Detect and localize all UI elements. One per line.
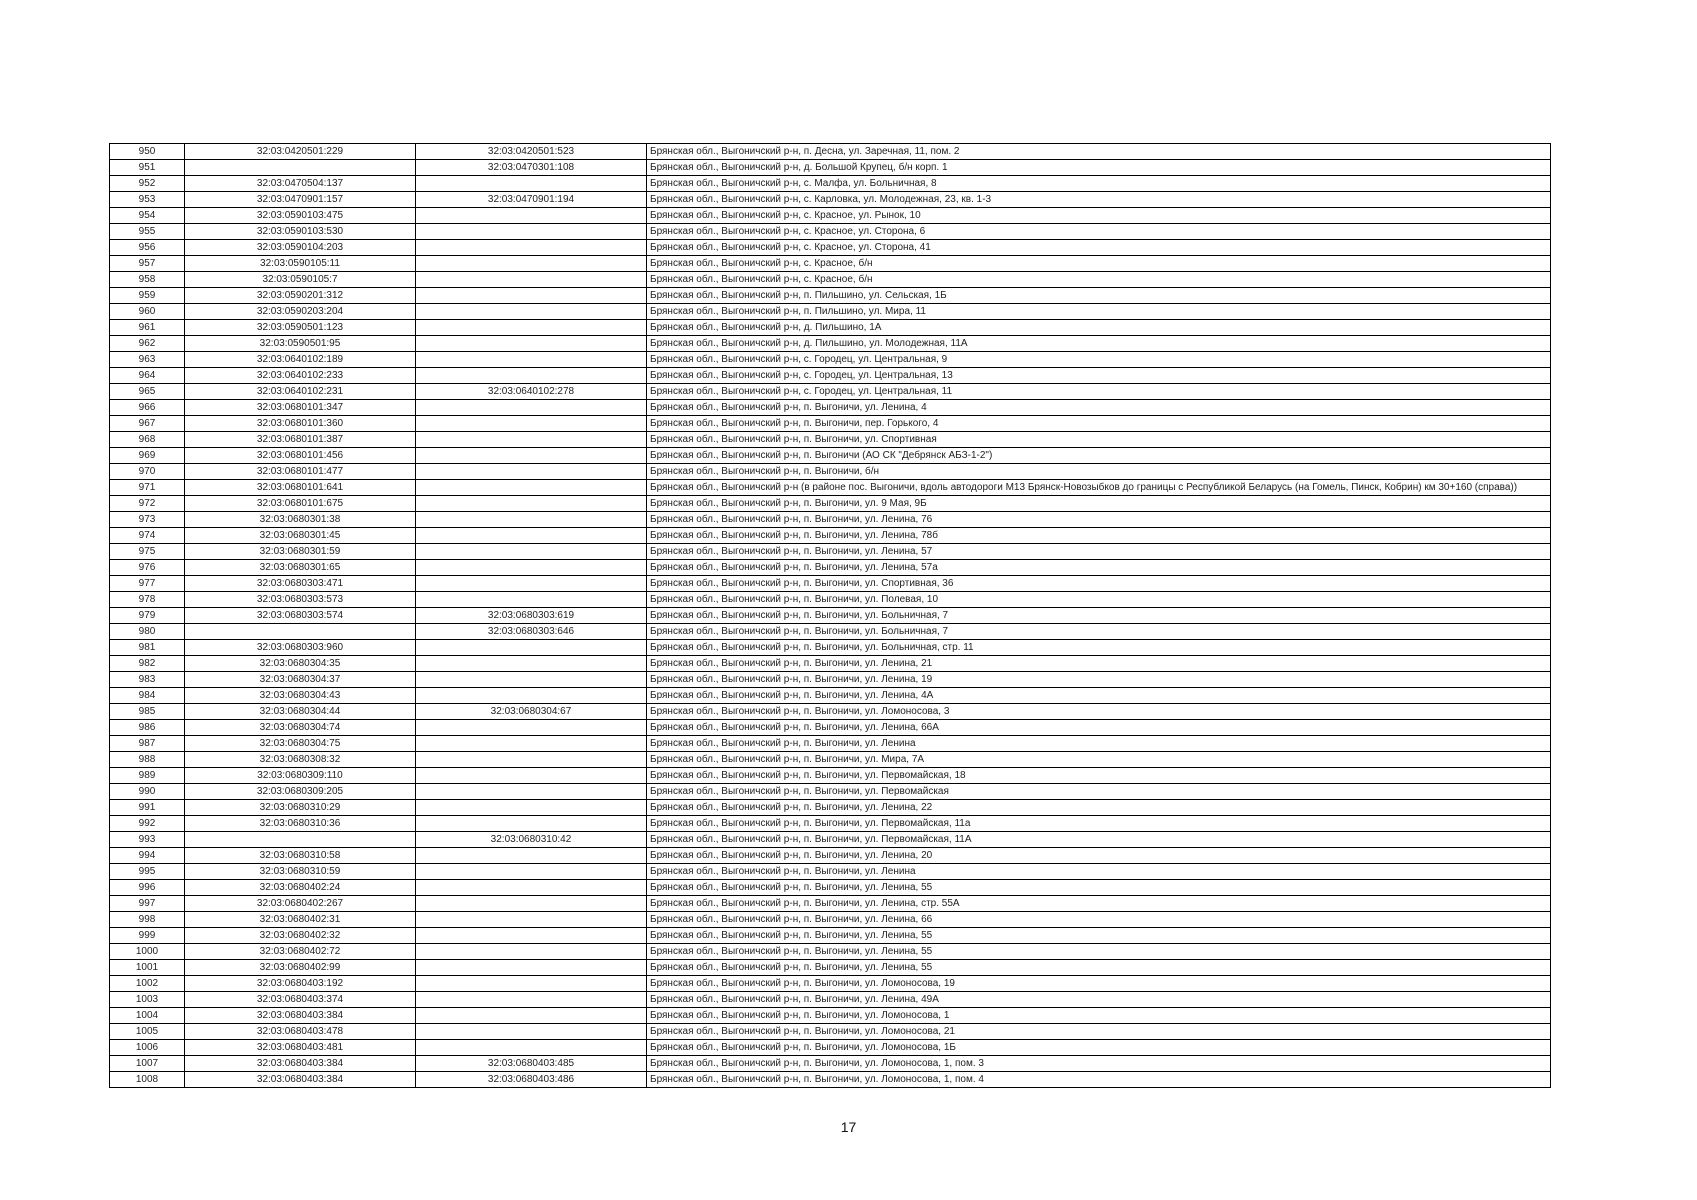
table-row — [110, 288, 1551, 304]
cadastral-number-cell: 32:03:0680402:267 — [185, 896, 416, 912]
row-number-cell: 1005 — [110, 1024, 185, 1040]
related-cadastral-number-cell — [416, 336, 647, 352]
table-row — [110, 416, 1551, 432]
row-number-cell: 965 — [110, 384, 185, 400]
address-cell: Брянская обл., Выгоничский р-н, с. Карловка, ул. Молодежная, 23, кв. 1-3 — [647, 192, 1551, 208]
table-row — [110, 176, 1551, 192]
row-number-cell: 967 — [110, 416, 185, 432]
related-cadastral-number-cell — [416, 848, 647, 864]
related-cadastral-number-cell — [416, 224, 647, 240]
cadastral-number-cell: 32:03:0680101:456 — [185, 448, 416, 464]
table-row — [110, 400, 1551, 416]
address-cell: Брянская обл., Выгоничский р-н, п. Выгоничи, ул. Ленина, 66А — [647, 720, 1551, 736]
cadastral-number-cell: 32:03:0680303:471 — [185, 576, 416, 592]
table-row — [110, 352, 1551, 368]
cadastral-number-cell: 32:03:0680309:110 — [185, 768, 416, 784]
table-row — [110, 992, 1551, 1008]
cadastral-number-cell: 32:03:0680403:384 — [185, 1072, 416, 1088]
table-row — [110, 544, 1551, 560]
row-number-cell: 993 — [110, 832, 185, 848]
related-cadastral-number-cell: 32:03:0680304:67 — [416, 704, 647, 720]
related-cadastral-number-cell — [416, 992, 647, 1008]
table-row — [110, 880, 1551, 896]
row-number-cell: 996 — [110, 880, 185, 896]
row-number-cell: 952 — [110, 176, 185, 192]
cadastral-number-cell: 32:03:0680308:32 — [185, 752, 416, 768]
table-row — [110, 464, 1551, 480]
address-cell: Брянская обл., Выгоничский р-н, д. Пильшино, ул. Молодежная, 11А — [647, 336, 1551, 352]
table-row — [110, 576, 1551, 592]
related-cadastral-number-cell: 32:03:0640102:278 — [416, 384, 647, 400]
related-cadastral-number-cell — [416, 1040, 647, 1056]
address-cell: Брянская обл., Выгоничский р-н, п. Выгоничи, ул. Ломоносова, 1Б — [647, 1040, 1551, 1056]
cadastral-number-cell: 32:03:0680304:43 — [185, 688, 416, 704]
cadastral-number-cell: 32:03:0590501:123 — [185, 320, 416, 336]
related-cadastral-number-cell — [416, 432, 647, 448]
table-row — [110, 672, 1551, 688]
cadastral-number-cell: 32:03:0680403:481 — [185, 1040, 416, 1056]
row-number-cell: 972 — [110, 496, 185, 512]
address-cell: Брянская обл., Выгоничский р-н, п. Выгоничи, ул. Первомайская — [647, 784, 1551, 800]
related-cadastral-number-cell — [416, 784, 647, 800]
row-number-cell: 976 — [110, 560, 185, 576]
row-number-cell: 1004 — [110, 1008, 185, 1024]
address-cell: Брянская обл., Выгоничский р-н, п. Выгоничи, ул. Первомайская, 11а — [647, 816, 1551, 832]
cadastral-number-cell: 32:03:0590105:11 — [185, 256, 416, 272]
related-cadastral-number-cell — [416, 368, 647, 384]
cadastral-number-cell: 32:03:0590105:7 — [185, 272, 416, 288]
address-cell: Брянская обл., Выгоничский р-н, п. Выгоничи, ул. Ленина, 20 — [647, 848, 1551, 864]
address-cell: Брянская обл., Выгоничский р-н, п. Выгоничи, ул. Ломоносова, 3 — [647, 704, 1551, 720]
related-cadastral-number-cell — [416, 672, 647, 688]
cadastral-number-cell: 32:03:0680402:24 — [185, 880, 416, 896]
row-number-cell: 988 — [110, 752, 185, 768]
row-number-cell: 990 — [110, 784, 185, 800]
address-cell: Брянская обл., Выгоничский р-н, п. Выгоничи, б/н — [647, 464, 1551, 480]
cadastral-number-cell: 32:03:0680101:347 — [185, 400, 416, 416]
cadastral-number-cell: 32:03:0590103:475 — [185, 208, 416, 224]
table-row — [110, 688, 1551, 704]
address-cell: Брянская обл., Выгоничский р-н, п. Десна, ул. Заречная, 11, пом. 2 — [647, 144, 1551, 160]
address-cell: Брянская обл., Выгоничский р-н, с. Красное, б/н — [647, 256, 1551, 272]
row-number-cell: 984 — [110, 688, 185, 704]
related-cadastral-number-cell — [416, 800, 647, 816]
cadastral-number-cell: 32:03:0680403:374 — [185, 992, 416, 1008]
cadastral-number-cell: 32:03:0680304:35 — [185, 656, 416, 672]
address-cell: Брянская обл., Выгоничский р-н, с. Городец, ул. Центральная, 13 — [647, 368, 1551, 384]
table-row — [110, 704, 1551, 720]
table-row — [110, 784, 1551, 800]
row-number-cell: 1003 — [110, 992, 185, 1008]
address-cell: Брянская обл., Выгоничский р-н, д. Пильшино, 1А — [647, 320, 1551, 336]
cadastral-number-cell: 32:03:0680101:387 — [185, 432, 416, 448]
page-number: 17 — [840, 1119, 857, 1135]
address-cell: Брянская обл., Выгоничский р-н, п. Выгоничи, ул. Ломоносова, 21 — [647, 1024, 1551, 1040]
table-row — [110, 912, 1551, 928]
related-cadastral-number-cell — [416, 448, 647, 464]
row-number-cell: 966 — [110, 400, 185, 416]
related-cadastral-number-cell — [416, 256, 647, 272]
table-row — [110, 656, 1551, 672]
related-cadastral-number-cell — [416, 816, 647, 832]
address-cell: Брянская обл., Выгоничский р-н, п. Выгоничи, ул. Ломоносова, 19 — [647, 976, 1551, 992]
row-number-cell: 1008 — [110, 1072, 185, 1088]
related-cadastral-number-cell — [416, 896, 647, 912]
related-cadastral-number-cell: 32:03:0680403:485 — [416, 1056, 647, 1072]
table-row — [110, 368, 1551, 384]
table-row — [110, 144, 1551, 160]
row-number-cell: 961 — [110, 320, 185, 336]
row-number-cell: 960 — [110, 304, 185, 320]
table-row — [110, 560, 1551, 576]
address-cell: Брянская обл., Выгоничский р-н, п. Выгоничи, пер. Горького, 4 — [647, 416, 1551, 432]
table-row — [110, 192, 1551, 208]
address-cell: Брянская обл., Выгоничский р-н, п. Выгоничи, ул. Спортивная, 36 — [647, 576, 1551, 592]
related-cadastral-number-cell — [416, 240, 647, 256]
cadastral-number-cell: 32:03:0680101:360 — [185, 416, 416, 432]
table-row — [110, 256, 1551, 272]
address-cell: Брянская обл., Выгоничский р-н, п. Выгоничи, ул. 9 Мая, 9Б — [647, 496, 1551, 512]
address-cell: Брянская обл., Выгоничский р-н, п. Выгоничи, ул. Ленина, 57а — [647, 560, 1551, 576]
row-number-cell: 969 — [110, 448, 185, 464]
cadastral-number-cell: 32:03:0640102:233 — [185, 368, 416, 384]
row-number-cell: 955 — [110, 224, 185, 240]
cadastral-number-cell: 32:03:0680304:44 — [185, 704, 416, 720]
related-cadastral-number-cell: 32:03:0680303:646 — [416, 624, 647, 640]
row-number-cell: 956 — [110, 240, 185, 256]
address-cell: Брянская обл., Выгоничский р-н, п. Выгоничи, ул. Ленина, 4А — [647, 688, 1551, 704]
row-number-cell: 1000 — [110, 944, 185, 960]
table-row — [110, 720, 1551, 736]
related-cadastral-number-cell — [416, 400, 647, 416]
address-cell: Брянская обл., Выгоничский р-н, п. Выгоничи, ул. Ленина, 21 — [647, 656, 1551, 672]
related-cadastral-number-cell — [416, 304, 647, 320]
row-number-cell: 973 — [110, 512, 185, 528]
address-cell: Брянская обл., Выгоничский р-н, п. Выгоничи, ул. Первомайская, 11А — [647, 832, 1551, 848]
row-number-cell: 997 — [110, 896, 185, 912]
table-row — [110, 528, 1551, 544]
address-cell: Брянская обл., Выгоничский р-н, п. Выгоничи, ул. Больничная, стр. 11 — [647, 640, 1551, 656]
table-row — [110, 1056, 1551, 1072]
table-row — [110, 848, 1551, 864]
related-cadastral-number-cell — [416, 880, 647, 896]
row-number-cell: 983 — [110, 672, 185, 688]
address-cell: Брянская обл., Выгоничский р-н, п. Выгоничи, ул. Ленина, 76 — [647, 512, 1551, 528]
table-row — [110, 1008, 1551, 1024]
address-cell: Брянская обл., Выгоничский р-н, п. Выгоничи, ул. Больничная, 7 — [647, 608, 1551, 624]
related-cadastral-number-cell — [416, 512, 647, 528]
related-cadastral-number-cell — [416, 320, 647, 336]
cadastral-number-cell: 32:03:0680301:65 — [185, 560, 416, 576]
row-number-cell: 953 — [110, 192, 185, 208]
address-cell: Брянская обл., Выгоничский р-н, п. Выгоничи (АО СК "Дебрянск АБЗ-1-2") — [647, 448, 1551, 464]
cadastral-number-cell — [185, 160, 416, 176]
related-cadastral-number-cell — [416, 752, 647, 768]
table-row — [110, 608, 1551, 624]
address-cell: Брянская обл., Выгоничский р-н, п. Выгоничи, ул. Ленина, 22 — [647, 800, 1551, 816]
address-cell: Брянская обл., Выгоничский р-н, п. Выгоничи, ул. Ленина, стр. 55А — [647, 896, 1551, 912]
row-number-cell: 962 — [110, 336, 185, 352]
row-number-cell: 1001 — [110, 960, 185, 976]
related-cadastral-number-cell — [416, 496, 647, 512]
row-number-cell: 971 — [110, 480, 185, 496]
related-cadastral-number-cell — [416, 544, 647, 560]
cadastral-number-cell: 32:03:0680303:573 — [185, 592, 416, 608]
table-row — [110, 976, 1551, 992]
table-row — [110, 736, 1551, 752]
row-number-cell: 998 — [110, 912, 185, 928]
cadastral-number-cell: 32:03:0680304:37 — [185, 672, 416, 688]
cadastral-number-cell: 32:03:0680301:59 — [185, 544, 416, 560]
related-cadastral-number-cell — [416, 352, 647, 368]
cadastral-number-cell — [185, 832, 416, 848]
cadastral-table — [109, 143, 1551, 1088]
address-cell: Брянская обл., Выгоничский р-н, п. Выгоничи, ул. Ленина, 55 — [647, 928, 1551, 944]
table-row — [110, 224, 1551, 240]
address-cell: Брянская обл., Выгоничский р-н, с. Красное, ул. Рынок, 10 — [647, 208, 1551, 224]
table-row — [110, 816, 1551, 832]
table-row — [110, 1024, 1551, 1040]
related-cadastral-number-cell — [416, 720, 647, 736]
cadastral-number-cell: 32:03:0680304:75 — [185, 736, 416, 752]
cadastral-number-cell: 32:03:0590501:95 — [185, 336, 416, 352]
related-cadastral-number-cell — [416, 688, 647, 704]
address-cell: Брянская обл., Выгоничский р-н, с. Красное, ул. Сторона, 6 — [647, 224, 1551, 240]
cadastral-number-cell: 32:03:0640102:189 — [185, 352, 416, 368]
related-cadastral-number-cell — [416, 864, 647, 880]
cadastral-number-cell: 32:03:0590203:204 — [185, 304, 416, 320]
row-number-cell: 994 — [110, 848, 185, 864]
cadastral-number-cell: 32:03:0680310:58 — [185, 848, 416, 864]
cadastral-number-cell — [185, 624, 416, 640]
address-cell: Брянская обл., Выгоничский р-н, п. Выгоничи, ул. Полевая, 10 — [647, 592, 1551, 608]
related-cadastral-number-cell: 32:03:0420501:523 — [416, 144, 647, 160]
address-cell: Брянская обл., Выгоничский р-н, п. Пильшино, ул. Сельская, 1Б — [647, 288, 1551, 304]
cadastral-number-cell: 32:03:0680301:45 — [185, 528, 416, 544]
row-number-cell: 1007 — [110, 1056, 185, 1072]
related-cadastral-number-cell — [416, 208, 647, 224]
cadastral-number-cell: 32:03:0680310:59 — [185, 864, 416, 880]
related-cadastral-number-cell — [416, 1008, 647, 1024]
related-cadastral-number-cell — [416, 288, 647, 304]
cadastral-number-cell: 32:03:0680403:192 — [185, 976, 416, 992]
address-cell: Брянская обл., Выгоничский р-н, п. Выгоничи, ул. Ленина, 57 — [647, 544, 1551, 560]
table-row — [110, 928, 1551, 944]
related-cadastral-number-cell — [416, 464, 647, 480]
table-row — [110, 944, 1551, 960]
table-body — [110, 144, 1551, 1088]
table-row — [110, 304, 1551, 320]
related-cadastral-number-cell — [416, 656, 647, 672]
address-cell: Брянская обл., Выгоничский р-н, п. Выгоничи, ул. Ломоносова, 1, пом. 4 — [647, 1072, 1551, 1088]
address-cell: Брянская обл., Выгоничский р-н, п. Выгоничи, ул. Ленина, 49А — [647, 992, 1551, 1008]
cadastral-number-cell: 32:03:0680402:31 — [185, 912, 416, 928]
table-row — [110, 384, 1551, 400]
row-number-cell: 964 — [110, 368, 185, 384]
table-row — [110, 1040, 1551, 1056]
table-row — [110, 512, 1551, 528]
table-row — [110, 832, 1551, 848]
cadastral-number-cell: 32:03:0590104:203 — [185, 240, 416, 256]
cadastral-number-cell: 32:03:0640102:231 — [185, 384, 416, 400]
table-row — [110, 240, 1551, 256]
related-cadastral-number-cell — [416, 928, 647, 944]
cadastral-number-cell: 32:03:0680101:477 — [185, 464, 416, 480]
row-number-cell: 982 — [110, 656, 185, 672]
address-cell: Брянская обл., Выгоничский р-н, п. Пильшино, ул. Мира, 11 — [647, 304, 1551, 320]
cadastral-number-cell: 32:03:0590103:530 — [185, 224, 416, 240]
address-cell: Брянская обл., Выгоничский р-н, п. Выгоничи, ул. Больничная, 7 — [647, 624, 1551, 640]
related-cadastral-number-cell — [416, 272, 647, 288]
related-cadastral-number-cell — [416, 176, 647, 192]
table-row — [110, 496, 1551, 512]
row-number-cell: 954 — [110, 208, 185, 224]
related-cadastral-number-cell — [416, 944, 647, 960]
address-cell: Брянская обл., Выгоничский р-н, п. Выгоничи, ул. Ломоносова, 1, пом. 3 — [647, 1056, 1551, 1072]
table-row — [110, 1072, 1551, 1088]
cadastral-number-cell: 32:03:0680301:38 — [185, 512, 416, 528]
related-cadastral-number-cell — [416, 960, 647, 976]
cadastral-number-cell: 32:03:0470901:157 — [185, 192, 416, 208]
address-cell: Брянская обл., Выгоничский р-н, с. Красное, ул. Сторона, 41 — [647, 240, 1551, 256]
address-cell: Брянская обл., Выгоничский р-н, с. Городец, ул. Центральная, 11 — [647, 384, 1551, 400]
row-number-cell: 980 — [110, 624, 185, 640]
row-number-cell: 968 — [110, 432, 185, 448]
cadastral-number-cell: 32:03:0680304:74 — [185, 720, 416, 736]
cadastral-number-cell: 32:03:0680310:29 — [185, 800, 416, 816]
row-number-cell: 986 — [110, 720, 185, 736]
related-cadastral-number-cell — [416, 736, 647, 752]
table-row — [110, 864, 1551, 880]
related-cadastral-number-cell — [416, 528, 647, 544]
row-number-cell: 987 — [110, 736, 185, 752]
table-row — [110, 752, 1551, 768]
related-cadastral-number-cell — [416, 640, 647, 656]
address-cell: Брянская обл., Выгоничский р-н, п. Выгоничи, ул. Ленина, 4 — [647, 400, 1551, 416]
row-number-cell: 958 — [110, 272, 185, 288]
row-number-cell: 979 — [110, 608, 185, 624]
row-number-cell: 970 — [110, 464, 185, 480]
table-row — [110, 320, 1551, 336]
row-number-cell: 991 — [110, 800, 185, 816]
row-number-cell: 974 — [110, 528, 185, 544]
table-row — [110, 160, 1551, 176]
address-cell: Брянская обл., Выгоничский р-н, с. Красное, б/н — [647, 272, 1551, 288]
table-row — [110, 208, 1551, 224]
table-row — [110, 624, 1551, 640]
cadastral-number-cell: 32:03:0680310:36 — [185, 816, 416, 832]
related-cadastral-number-cell — [416, 1024, 647, 1040]
cadastral-number-cell: 32:03:0680402:72 — [185, 944, 416, 960]
address-cell: Брянская обл., Выгоничский р-н, п. Выгоничи, ул. Первомайская, 18 — [647, 768, 1551, 784]
address-cell: Брянская обл., Выгоничский р-н, д. Большой Крупец, б/н корп. 1 — [647, 160, 1551, 176]
address-cell: Брянская обл., Выгоничский р-н, п. Выгоничи, ул. Ленина — [647, 736, 1551, 752]
table-row — [110, 592, 1551, 608]
address-cell: Брянская обл., Выгоничский р-н, п. Выгоничи, ул. Ленина, 55 — [647, 960, 1551, 976]
cadastral-number-cell: 32:03:0680303:960 — [185, 640, 416, 656]
address-cell: Брянская обл., Выгоничский р-н, п. Выгоничи, ул. Спортивная — [647, 432, 1551, 448]
address-cell: Брянская обл., Выгоничский р-н, п. Выгоничи, ул. Ленина — [647, 864, 1551, 880]
address-cell: Брянская обл., Выгоничский р-н (в районе пос. Выгоничи, вдоль автодороги М13 Брянск-Новозыбков до границы с Республикой Беларусь (на Гомель, Пинск, Кобрин) км 30+160 (справа)) — [647, 480, 1551, 496]
cadastral-number-cell: 32:03:0680101:641 — [185, 480, 416, 496]
row-number-cell: 977 — [110, 576, 185, 592]
table-row — [110, 960, 1551, 976]
row-number-cell: 959 — [110, 288, 185, 304]
row-number-cell: 989 — [110, 768, 185, 784]
table-row — [110, 336, 1551, 352]
table-row — [110, 480, 1551, 496]
cadastral-number-cell: 32:03:0680403:384 — [185, 1056, 416, 1072]
row-number-cell: 978 — [110, 592, 185, 608]
address-cell: Брянская обл., Выгоничский р-н, п. Выгоничи, ул. Ломоносова, 1 — [647, 1008, 1551, 1024]
related-cadastral-number-cell: 32:03:0680310:42 — [416, 832, 647, 848]
cadastral-number-cell: 32:03:0680402:99 — [185, 960, 416, 976]
table-row — [110, 432, 1551, 448]
address-cell: Брянская обл., Выгоничский р-н, п. Выгоничи, ул. Ленина, 66 — [647, 912, 1551, 928]
related-cadastral-number-cell: 32:03:0470301:108 — [416, 160, 647, 176]
related-cadastral-number-cell — [416, 912, 647, 928]
row-number-cell: 951 — [110, 160, 185, 176]
related-cadastral-number-cell — [416, 576, 647, 592]
cadastral-number-cell: 32:03:0680403:478 — [185, 1024, 416, 1040]
address-cell: Брянская обл., Выгоничский р-н, п. Выгоничи, ул. Ленина, 19 — [647, 672, 1551, 688]
cadastral-number-cell: 32:03:0420501:229 — [185, 144, 416, 160]
row-number-cell: 981 — [110, 640, 185, 656]
address-cell: Брянская обл., Выгоничский р-н, с. Городец, ул. Центральная, 9 — [647, 352, 1551, 368]
cadastral-number-cell: 32:03:0680403:384 — [185, 1008, 416, 1024]
table-row — [110, 896, 1551, 912]
related-cadastral-number-cell — [416, 976, 647, 992]
table-row — [110, 768, 1551, 784]
table-row — [110, 448, 1551, 464]
related-cadastral-number-cell — [416, 480, 647, 496]
related-cadastral-number-cell — [416, 560, 647, 576]
row-number-cell: 975 — [110, 544, 185, 560]
address-cell: Брянская обл., Выгоничский р-н, п. Выгоничи, ул. Ленина, 78б — [647, 528, 1551, 544]
row-number-cell: 999 — [110, 928, 185, 944]
row-number-cell: 1002 — [110, 976, 185, 992]
cadastral-number-cell: 32:03:0680303:574 — [185, 608, 416, 624]
row-number-cell: 1006 — [110, 1040, 185, 1056]
table-row — [110, 640, 1551, 656]
row-number-cell: 950 — [110, 144, 185, 160]
address-cell: Брянская обл., Выгоничский р-н, п. Выгоничи, ул. Ленина, 55 — [647, 944, 1551, 960]
related-cadastral-number-cell: 32:03:0680403:486 — [416, 1072, 647, 1088]
related-cadastral-number-cell: 32:03:0470901:194 — [416, 192, 647, 208]
related-cadastral-number-cell: 32:03:0680303:619 — [416, 608, 647, 624]
table-row — [110, 272, 1551, 288]
cadastral-number-cell: 32:03:0680402:32 — [185, 928, 416, 944]
row-number-cell: 963 — [110, 352, 185, 368]
row-number-cell: 992 — [110, 816, 185, 832]
cadastral-number-cell: 32:03:0680309:205 — [185, 784, 416, 800]
row-number-cell: 995 — [110, 864, 185, 880]
related-cadastral-number-cell — [416, 592, 647, 608]
row-number-cell: 985 — [110, 704, 185, 720]
related-cadastral-number-cell — [416, 768, 647, 784]
cadastral-number-cell: 32:03:0680101:675 — [185, 496, 416, 512]
address-cell: Брянская обл., Выгоничский р-н, с. Малфа, ул. Больничная, 8 — [647, 176, 1551, 192]
table-row — [110, 800, 1551, 816]
address-cell: Брянская обл., Выгоничский р-н, п. Выгоничи, ул. Ленина, 55 — [647, 880, 1551, 896]
cadastral-number-cell: 32:03:0590201:312 — [185, 288, 416, 304]
row-number-cell: 957 — [110, 256, 185, 272]
related-cadastral-number-cell — [416, 416, 647, 432]
address-cell: Брянская обл., Выгоничский р-н, п. Выгоничи, ул. Мира, 7А — [647, 752, 1551, 768]
cadastral-number-cell: 32:03:0470504:137 — [185, 176, 416, 192]
